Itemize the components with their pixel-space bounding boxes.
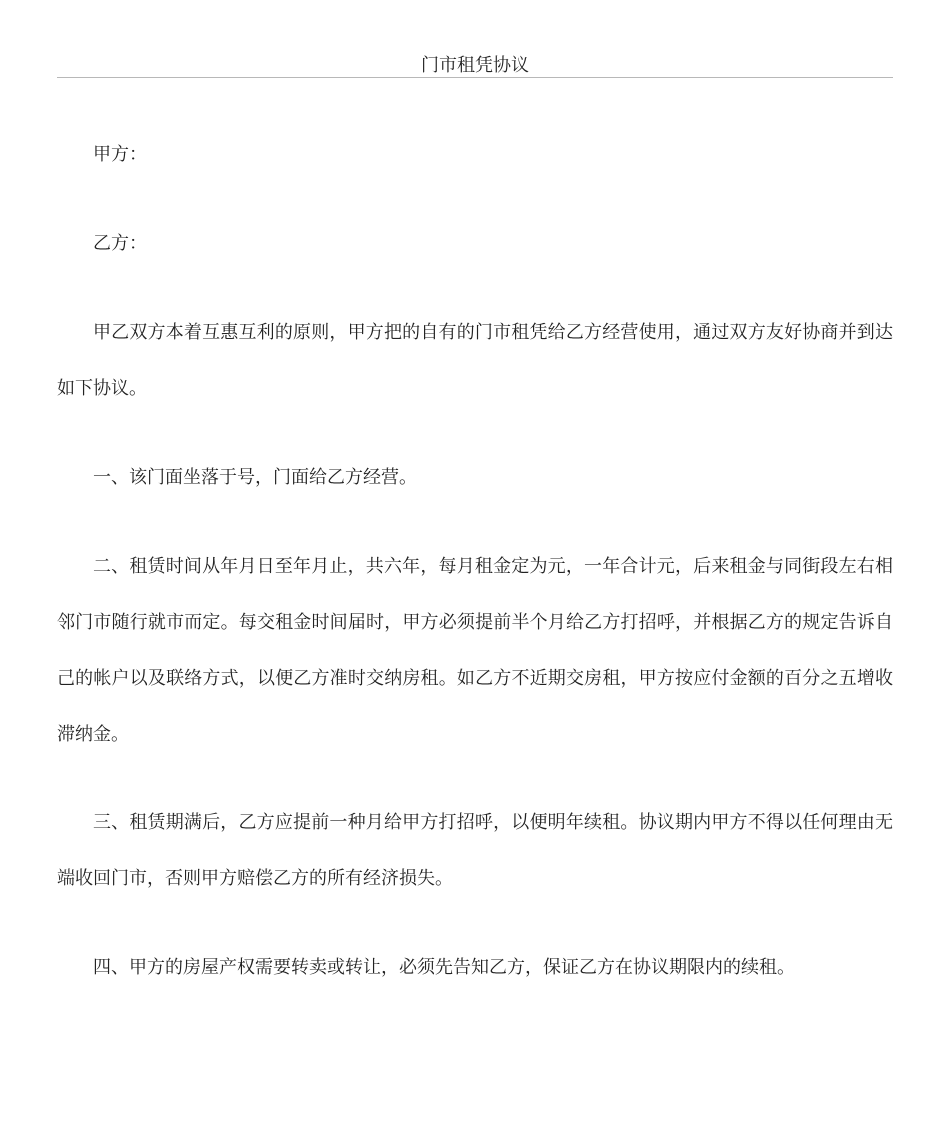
party-a-line: 甲方： (93, 144, 147, 165)
document-page (57, 0, 893, 1129)
preamble-paragraph: 甲乙双方本着互惠互利的原则，甲方把的自有的门市租凭给乙方经营使用，通过双方友好协商并到达如下协议。 (57, 322, 893, 399)
clause-4-paragraph: 四、甲方的房屋产权需要转卖或转让，必须先告知乙方，保证乙方在协议期限内的续租。 (93, 957, 795, 978)
clause-3-paragraph: 三、租赁期满后，乙方应提前一种月给甲方打招呼，以便明年续租。协议期内甲方不得以任何理由无端收回门市，否则甲方赔偿乙方的所有经济损失。 (57, 812, 893, 889)
clause-2-paragraph: 二、租赁时间从年月日至年月止，共六年，每月租金定为元，一年合计元，后来租金与同街段左右相邻门市随行就市而定。每交租金时间届时，甲方必须提前半个月给乙方打招呼，并根据乙方的规定告诉自己的帐户以及联络方式，以便乙方准时交纳房租。如乙方不近期交房租，甲方按应付金额的百分之五增收滞纳金。 (57, 556, 893, 745)
clause-1-paragraph: 一、该门面坐落于号，门面给乙方经营。 (93, 467, 417, 488)
page-header-title: 门市租凭协议 (421, 55, 529, 76)
party-b-line: 乙方： (93, 233, 147, 254)
header-divider (57, 77, 893, 78)
